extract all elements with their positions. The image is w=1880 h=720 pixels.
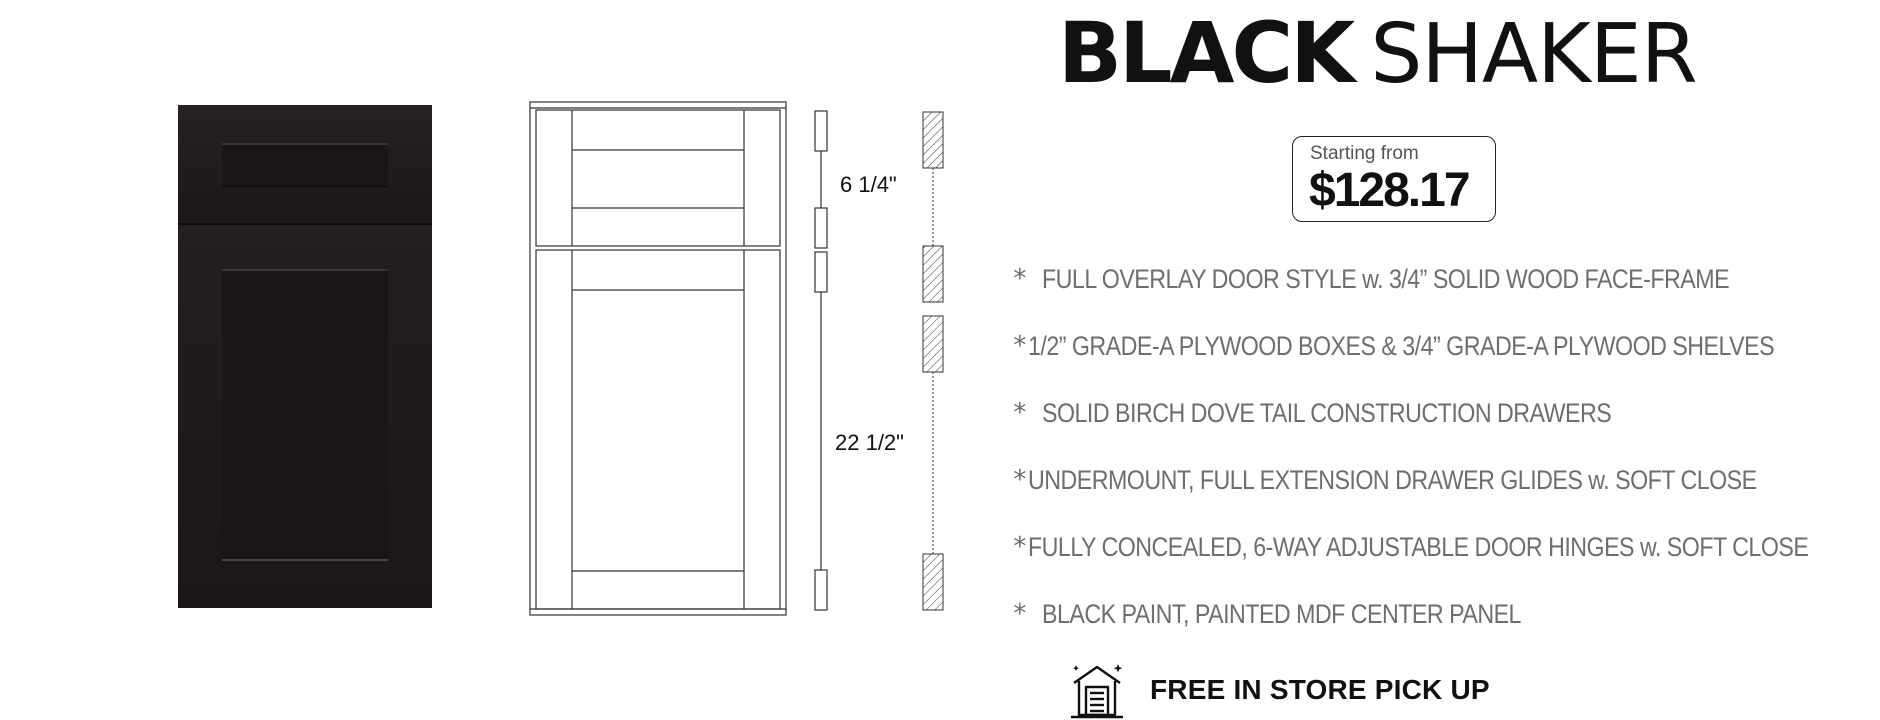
door-drawing-svg	[528, 100, 988, 620]
bullet-asterisk: *	[1012, 264, 1028, 294]
feature-item	[1012, 390, 1862, 457]
title-light: SHAKER	[1370, 7, 1697, 102]
title-bold: BLACK	[1058, 4, 1353, 102]
price-box	[1292, 136, 1496, 222]
feature-list	[1012, 256, 1862, 658]
feature-text: UNDERMOUNT, FULL EXTENSION DRAWER GLIDES w. SOFT CLOSE	[1027, 465, 1757, 495]
bullet-asterisk: *	[1012, 599, 1028, 629]
door-line-drawing	[528, 100, 988, 620]
feature-text: FULLY CONCEALED, 6-WAY ADJUSTABLE DOOR HINGES w. SOFT CLOSE	[1027, 532, 1808, 562]
dimension-drawer-label: 6 1/4"	[840, 172, 897, 197]
feature-item	[1012, 457, 1862, 524]
bullet-asterisk: *	[1012, 398, 1028, 428]
door-panel	[222, 269, 388, 561]
bullet-asterisk: *	[1012, 532, 1028, 562]
feature-item	[1012, 323, 1862, 390]
price-caption: Starting from	[1310, 143, 1419, 164]
feature-text: SOLID BIRCH DOVE TAIL CONSTRUCTION DRAWERS	[1042, 398, 1612, 428]
bullet-asterisk: *	[1012, 465, 1028, 495]
profile-section	[923, 112, 943, 610]
door-front	[178, 225, 432, 608]
side-section	[815, 111, 827, 610]
feature-text: 1/2” GRADE-A PLYWOOD BOXES & 3/4” GRADE-A PLYWOOD SHELVES	[1027, 331, 1774, 361]
price-value: $128.17	[1309, 164, 1469, 217]
feature-item	[1012, 256, 1862, 323]
feature-text: BLACK PAINT, PAINTED MDF CENTER PANEL	[1042, 599, 1521, 629]
product-title	[1058, 4, 1818, 102]
front-elevation	[530, 102, 786, 615]
store-icon	[1068, 661, 1126, 719]
bullet-asterisk: *	[1012, 331, 1028, 361]
door-photo	[178, 105, 432, 608]
pickup-label: FREE IN STORE PICK UP	[1150, 674, 1490, 705]
drawer-panel	[222, 143, 388, 187]
feature-text: FULL OVERLAY DOOR STYLE w. 3/4” SOLID WOOD FACE-FRAME	[1042, 264, 1730, 294]
drawer-front	[178, 105, 432, 225]
dimension-door-label: 22 1/2"	[835, 430, 904, 455]
feature-item	[1012, 591, 1862, 658]
pickup-banner	[1068, 660, 1490, 720]
feature-item	[1012, 524, 1862, 591]
